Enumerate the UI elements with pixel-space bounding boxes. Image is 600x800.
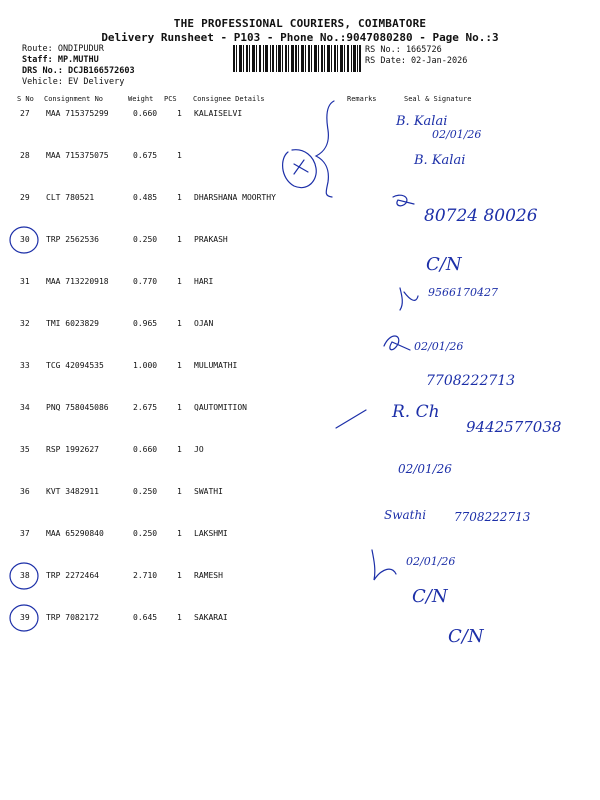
sno-cell: 37 — [20, 529, 30, 538]
signature-36-phone: 7708222713 — [454, 510, 531, 524]
signature-28: B. Kalai — [414, 153, 466, 168]
sno-cell: 34 — [20, 403, 30, 412]
weight-cell: 1.000 — [133, 361, 158, 370]
consignee-cell: DHARSHANA MOORTHY — [194, 193, 276, 202]
vehicle-label: Vehicle: EV Delivery — [22, 77, 125, 87]
col-remarks: Remarks — [347, 95, 377, 103]
route-label: Route: ONDIPUDUR — [22, 44, 104, 54]
pcs-cell: 1 — [177, 151, 182, 160]
col-weight: Weight — [128, 95, 154, 103]
consignment-cell: MAA 713220918 — [46, 277, 109, 286]
pcs-cell: 1 — [177, 445, 182, 454]
weight-cell: 0.645 — [133, 613, 158, 622]
signature-38-date: 02/01/26 — [406, 555, 456, 568]
sno-cell: 35 — [20, 445, 30, 454]
signature-34: R. Ch — [392, 402, 440, 422]
consignment-cell: TRP 2272464 — [46, 571, 99, 580]
pcs-cell: 1 — [177, 277, 182, 286]
sno-cell: 31 — [20, 277, 30, 286]
signature-35-date: 02/01/26 — [398, 462, 452, 476]
consignment-cell: TRP 2562536 — [46, 235, 99, 244]
signature-38-cn: C/N — [412, 586, 448, 607]
consignee-cell: OJAN — [194, 319, 214, 328]
consignee-cell: SAKARAI — [194, 613, 228, 622]
signature-33-phone: 7708222713 — [426, 373, 516, 389]
pcs-cell: 1 — [177, 529, 182, 538]
consignee-cell: MULUMATHI — [194, 361, 238, 370]
sno-cell: 29 — [20, 193, 30, 202]
staff-label: Staff: MP.MUTHU — [22, 55, 99, 65]
signature-27: B. Kalai — [396, 114, 448, 129]
pcs-cell: 1 — [177, 361, 182, 370]
sno-cell: 32 — [20, 319, 30, 328]
col-pcs: PCS — [164, 95, 177, 103]
pcs-cell: 1 — [177, 235, 182, 244]
col-consignment: Consignment No — [44, 95, 104, 103]
col-seal: Seal & Signature — [404, 95, 472, 103]
pcs-cell: 1 — [177, 487, 182, 496]
weight-cell: 0.485 — [133, 193, 158, 202]
weight-cell: 0.965 — [133, 319, 158, 328]
weight-cell: 0.660 — [133, 445, 158, 454]
consignee-cell: RAMESH — [194, 571, 223, 580]
consignee-cell: JO — [194, 445, 204, 454]
signature-32-date: 02/01/26 — [414, 340, 464, 353]
signature-30-cn: C/N — [426, 254, 462, 275]
runsheet-subtitle: Delivery Runsheet - P103 - Phone No.:9047080280 - Page No.:3 — [101, 31, 499, 44]
consignee-cell: SWATHI — [194, 487, 223, 496]
consignee-cell: PRAKASH — [194, 235, 228, 244]
rs-number: RS No.: 1665726 — [365, 45, 442, 55]
weight-cell: 2.710 — [133, 571, 158, 580]
consignment-cell: TRP 7082172 — [46, 613, 99, 622]
weight-cell: 0.250 — [133, 529, 158, 538]
sno-cell: 38 — [20, 571, 30, 580]
sno-cell: 28 — [20, 151, 30, 160]
company-title: THE PROFESSIONAL COURIERS, COIMBATORE — [173, 17, 427, 30]
col-consignee: Consignee Details — [193, 95, 265, 103]
consignment-cell: TMI 6023829 — [46, 319, 99, 328]
sno-cell: 33 — [20, 361, 30, 370]
consignee-cell: HARI — [194, 277, 214, 286]
consignment-cell: TCG 42094535 — [46, 361, 104, 370]
consignee-cell: LAKSHMI — [194, 529, 228, 538]
pcs-cell: 1 — [177, 613, 182, 622]
weight-cell: 0.250 — [133, 235, 158, 244]
pcs-cell: 1 — [177, 319, 182, 328]
weight-cell: 0.675 — [133, 151, 158, 160]
sno-cell: 36 — [20, 487, 30, 496]
consignment-cell: PNQ 758045086 — [46, 403, 109, 412]
signature-34-phone: 9442577038 — [466, 418, 562, 436]
weight-cell: 0.770 — [133, 277, 158, 286]
drs-number: DRS No.: DCJB166572603 — [22, 66, 135, 76]
consignment-cell: RSP 1992627 — [46, 445, 99, 454]
consignment-cell: KVT 3482911 — [46, 487, 99, 496]
signature-39-cn: C/N — [448, 626, 484, 647]
consignee-cell: QAUTOMITION — [194, 403, 247, 412]
pcs-cell: 1 — [177, 193, 182, 202]
sno-cell: 39 — [20, 613, 30, 622]
weight-cell: 0.250 — [133, 487, 158, 496]
pcs-cell: 1 — [177, 109, 182, 118]
consignment-cell: MAA 715375075 — [46, 151, 109, 160]
rs-date: RS Date: 02-Jan-2026 — [365, 56, 468, 66]
sno-cell: 30 — [20, 235, 30, 244]
consignee-cell: KALAISELVI — [194, 109, 243, 118]
weight-cell: 0.660 — [133, 109, 158, 118]
weight-cell: 2.675 — [133, 403, 158, 412]
col-sno: S No — [17, 95, 34, 103]
signature-31-phone: 9566170427 — [428, 286, 498, 299]
consignment-cell: CLT 780521 — [46, 193, 95, 202]
consignment-cell: MAA 715375299 — [46, 109, 109, 118]
consignment-cell: MAA 65290840 — [46, 529, 104, 538]
signature-27-date: 02/01/26 — [432, 128, 482, 141]
sno-cell: 27 — [20, 109, 30, 118]
signature-29-phone: 80724 80026 — [424, 206, 538, 226]
pcs-cell: 1 — [177, 403, 182, 412]
signature-36: Swathi — [384, 508, 427, 522]
pcs-cell: 1 — [177, 571, 182, 580]
